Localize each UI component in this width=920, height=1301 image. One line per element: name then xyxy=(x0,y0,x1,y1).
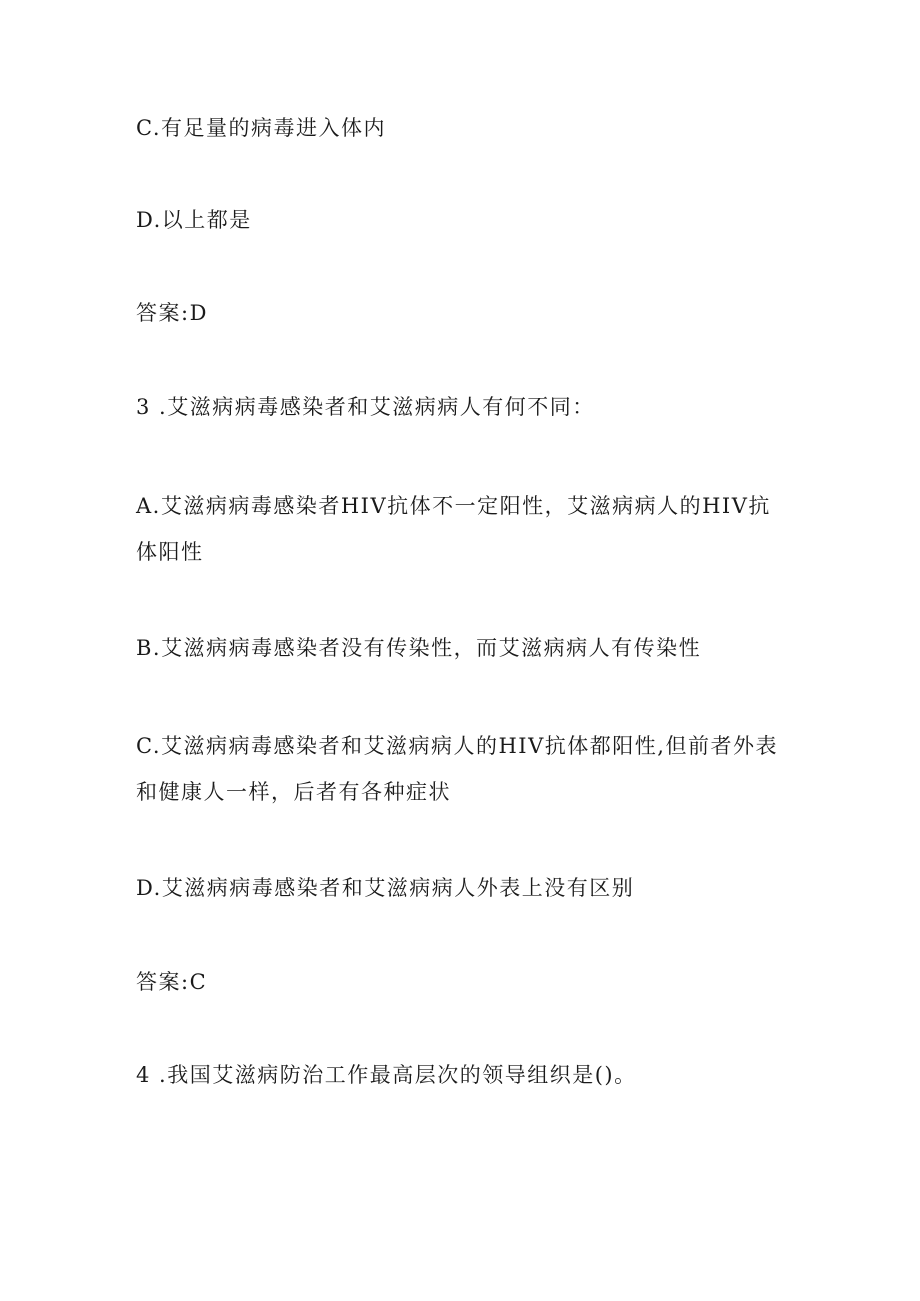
answer-q2: 答案:D xyxy=(136,301,208,325)
option-d-q2: D.以上都是 xyxy=(136,208,252,232)
option-b-q3: B.艾滋病病毒感染者没有传染性，而艾滋病病人有传染性 xyxy=(136,636,702,660)
option-a-q3: A.艾滋病病毒感染者HIV抗体不一定阳性，艾滋病病人的HIV抗体阳性 xyxy=(136,494,771,564)
option-d-q3: D.艾滋病病毒感染者和艾滋病病人外表上没有区别 xyxy=(136,876,635,900)
answer-q3: 答案:C xyxy=(136,970,208,994)
question-4: 4 .我国艾滋病防治工作最高层次的领导组织是()。 xyxy=(136,1063,637,1087)
option-c-q2: C.有足量的病毒进入体内 xyxy=(136,116,386,140)
option-c-q3: C.艾滋病病毒感染者和艾滋病病人的HIV抗体都阳性,但前者外表和健康人一样，后者有各种症状 xyxy=(136,734,778,804)
question-3: 3 .艾滋病病毒感染者和艾滋病病人有何不同： xyxy=(136,395,595,419)
